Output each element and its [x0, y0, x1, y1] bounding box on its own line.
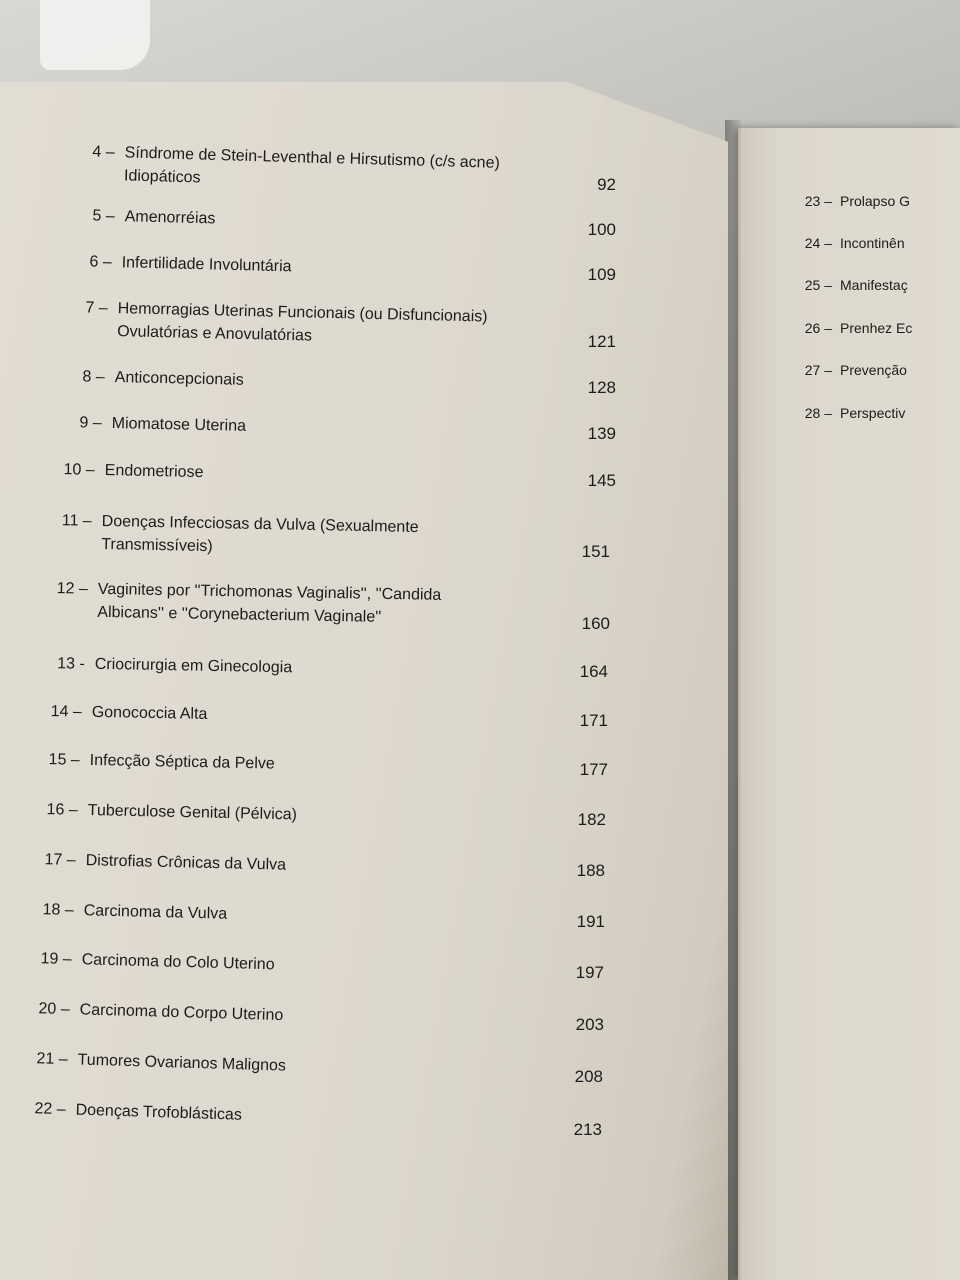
- chapter-title: [95, 653, 293, 679]
- toc-entry-right: [800, 193, 910, 209]
- toc-entry: [31, 947, 275, 976]
- chapter-number: 11 –: [61, 512, 92, 530]
- chapter-title-line: Infertilidade Involuntária: [121, 254, 292, 276]
- toc-entry: [47, 577, 441, 630]
- chapter-title: Perspectiv: [840, 405, 906, 421]
- chapter-title: [124, 205, 215, 230]
- chapter-title-line: Endometriose: [104, 462, 204, 482]
- chapter-title-line: Tumores Ovarianos Malignos: [77, 1051, 287, 1075]
- page-number: 92: [597, 175, 616, 194]
- page-number: 160: [581, 614, 610, 633]
- toc-entry-right: [800, 362, 907, 378]
- page-number: 128: [587, 378, 616, 397]
- page-number: 171: [579, 711, 608, 730]
- toc-entry: [62, 411, 247, 438]
- chapter-number: 13 -: [57, 655, 85, 673]
- chapter-title-line: Transmissíveis): [101, 535, 213, 556]
- chapter-title: [77, 1048, 286, 1077]
- toc-entry: [27, 1047, 286, 1078]
- chapter-number: 26 –: [804, 320, 832, 336]
- chapter-title-line: Doenças Infecciosas da Vulva (Sexualmente: [101, 512, 419, 537]
- chapter-title-line: Infecção Séptica da Pelve: [89, 751, 275, 773]
- chapter-title-line: Tuberculose Genital (Pélvica): [87, 802, 298, 824]
- chapter-title-line: Anticoncepcionais: [114, 369, 244, 389]
- page-number: 145: [587, 471, 616, 490]
- toc-entry: [29, 997, 283, 1027]
- chapter-title: [115, 366, 244, 392]
- chapter-title-line: Carcinoma do Colo Uterino: [81, 951, 275, 974]
- page-number: 203: [575, 1015, 604, 1034]
- toc-entry: [74, 204, 215, 230]
- chapter-title-line: Idiopáticos: [123, 167, 201, 187]
- toc-entry: [33, 898, 227, 926]
- page-number: 191: [576, 912, 605, 931]
- page-number: 121: [587, 332, 616, 351]
- page-number: 177: [579, 760, 608, 779]
- chapter-number: 5 –: [92, 207, 115, 225]
- chapter-title: [85, 849, 286, 877]
- toc-entry-right: [800, 235, 905, 251]
- chapter-title-line: Hemorragias Uterinas Funcionais (ou Disfuncionais): [117, 300, 488, 326]
- page-number: 208: [574, 1067, 603, 1086]
- chapter-number: 14 –: [50, 703, 82, 721]
- chapter-number: 28 –: [804, 405, 832, 421]
- page-number: 151: [581, 542, 610, 561]
- chapter-number: 7 –: [85, 299, 108, 317]
- chapter-number: 10 –: [63, 461, 95, 479]
- page-number: 197: [575, 963, 604, 982]
- chapter-title: Prenhez Ec: [840, 320, 913, 336]
- chapter-title: Prolapso G: [840, 193, 911, 209]
- toc-entry: [25, 1097, 242, 1127]
- chapter-number: 12 –: [56, 580, 88, 598]
- chapter-title: [83, 899, 227, 925]
- chapter-title: [90, 749, 275, 776]
- chapter-title-line: Vaginites por ''Trichomonas Vaginalis'', ''Candida: [97, 580, 442, 604]
- toc-entry: [38, 798, 298, 826]
- chapter-title: Prevenção: [840, 362, 907, 378]
- chapter-number: 20 –: [38, 1000, 70, 1019]
- toc-entry-right: [800, 405, 905, 421]
- chapter-number: 19 –: [40, 950, 72, 969]
- toc-entry-right: [800, 320, 912, 336]
- page-number: 213: [573, 1120, 602, 1139]
- chapter-title-line: Amenorréias: [124, 208, 216, 228]
- toc-entry: [42, 700, 208, 726]
- chapter-title: Incontinên: [840, 235, 905, 251]
- page-number: 109: [587, 265, 616, 284]
- chapter-number: 17 –: [44, 851, 76, 869]
- chapter-number: 15 –: [48, 751, 80, 769]
- toc-entry: [67, 296, 488, 352]
- chapter-title-line: Gonococcia Alta: [91, 703, 208, 723]
- toc-entry: [65, 365, 244, 392]
- toc-entry-right: [800, 277, 908, 293]
- chapter-title: [88, 799, 298, 826]
- chapter-title: [121, 251, 291, 278]
- toc-entry: [45, 652, 293, 679]
- chapter-title: [75, 1099, 242, 1127]
- chapter-number: 25 –: [804, 277, 832, 293]
- chapter-title: Manifestaç: [840, 277, 908, 293]
- chapter-title-line: Síndrome de Stein-Leventhal e Hirsutismo (c/s acne): [124, 144, 501, 172]
- chapter-number: 6 –: [89, 253, 112, 271]
- chapter-title-line: Albicans'' e ''Corynebacterium Vaginale'': [97, 603, 382, 626]
- chapter-number: 27 –: [804, 362, 832, 378]
- chapter-title-line: Carcinoma do Corpo Uterino: [79, 1001, 284, 1025]
- toc-entry: [71, 250, 291, 278]
- chapter-number: 23 –: [804, 193, 832, 209]
- page-number: 188: [576, 861, 605, 880]
- chapter-title: [92, 701, 208, 726]
- toc-entry: [55, 458, 204, 484]
- chapter-title: [105, 459, 204, 484]
- toc-entry: [74, 140, 500, 198]
- chapter-number: 18 –: [42, 901, 74, 919]
- chapter-number: 22 –: [34, 1100, 66, 1119]
- chapter-number: 16 –: [46, 801, 78, 819]
- chapter-title-line: Distrofias Crônicas da Vulva: [85, 852, 287, 874]
- chapter-title-line: Ovulatórias e Anovulatórias: [117, 323, 313, 345]
- chapter-title: [97, 578, 441, 630]
- page-number: 164: [579, 662, 608, 681]
- chapter-number: 24 –: [804, 235, 832, 251]
- chapter-title-line: Doenças Trofoblásticas: [75, 1101, 243, 1124]
- toc-entry: [35, 848, 286, 877]
- chapter-title-line: Miomatose Uterina: [111, 415, 247, 435]
- chapter-title: [112, 412, 247, 438]
- chapter-title: [79, 998, 283, 1027]
- chapter-title-line: Criocirurgia em Ginecologia: [94, 655, 293, 677]
- chapter-title-line: Carcinoma da Vulva: [83, 902, 228, 923]
- chapter-title: [117, 297, 488, 351]
- page-number: 139: [587, 424, 616, 443]
- page-number: 100: [587, 220, 616, 239]
- chapter-number: 21 –: [36, 1050, 68, 1069]
- chapter-number: 9 –: [79, 414, 102, 432]
- chapter-title: [81, 948, 275, 976]
- toc-entry: [40, 748, 275, 776]
- chapter-number: 8 –: [82, 368, 105, 386]
- chapter-number: 4 –: [92, 143, 115, 162]
- chapter-title: [124, 141, 500, 197]
- toc-entry: [51, 509, 419, 562]
- page-number: 182: [577, 810, 606, 829]
- chapter-title: [101, 510, 419, 562]
